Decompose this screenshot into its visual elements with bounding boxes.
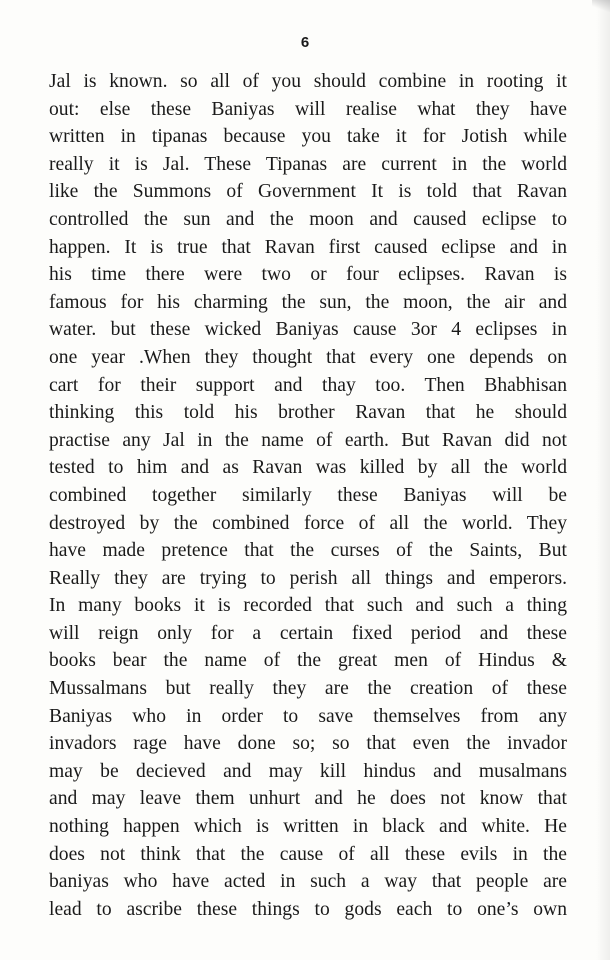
text-line: cart for their support and thay too. Then Bhabhisan: [49, 374, 567, 396]
text-line: water. but these wicked Baniyas cause 3or 4 eclipses in: [49, 319, 567, 341]
text-line: will reign only for a certain fixed period and these: [49, 622, 567, 644]
text-line: Really they are trying to perish all things and emperors.: [49, 567, 567, 589]
text-line: famous for his charming the sun, the moon, the air and: [49, 291, 567, 313]
text-line: invadors rage have done so; so that even the invador: [49, 733, 567, 755]
text-line: really it is Jal. These Tipanas are current in the world: [49, 153, 567, 175]
text-line: does not think that the cause of all these evils in the: [49, 843, 567, 865]
text-line: Baniyas who in order to save themselves from any: [49, 705, 567, 727]
text-line: out: else these Baniyas will realise what they have: [49, 98, 567, 120]
page-corner-fold: [592, 0, 610, 12]
text-line: practise any Jal in the name of earth. But Ravan did not: [49, 429, 567, 451]
text-line: controlled the sun and the moon and caused eclipse to: [49, 208, 567, 230]
text-line: In many books it is recorded that such and such a thing: [49, 595, 567, 617]
page-edge-shadow: [596, 0, 610, 960]
text-line: destroyed by the combined force of all the world. They: [49, 512, 567, 534]
page-number: 6: [300, 34, 310, 51]
text-line: like the Summons of Government It is told that Ravan: [49, 181, 567, 203]
text-line: thinking this told his brother Ravan that he should: [49, 402, 567, 424]
text-line: and may leave them unhurt and he does not know that: [49, 788, 567, 810]
text-line: his time there were two or four eclipses. Ravan is: [49, 264, 567, 286]
text-line: baniyas who have acted in such a way that people are: [49, 871, 567, 893]
text-line: may be decieved and may kill hindus and musalmans: [49, 760, 567, 782]
text-line: Mussalmans but really they are the creation of these: [49, 678, 567, 700]
text-line: tested to him and as Ravan was killed by all the world: [49, 457, 567, 479]
text-line: nothing happen which is written in black and white. He: [49, 816, 567, 838]
text-line: lead to ascribe these things to gods each to one’s own: [49, 898, 567, 920]
text-line: Jal is known. so all of you should combine in rooting it: [49, 71, 567, 92]
text-line: have made pretence that the curses of the Saints, But: [49, 540, 567, 562]
text-line: happen. It is true that Ravan first caused eclipse and in: [49, 236, 567, 258]
text-line: books bear the name of the great men of Hindus &: [49, 650, 567, 672]
text-line: combined together similarly these Baniyas will be: [49, 484, 567, 506]
text-line: one year .When they thought that every one depends on: [49, 346, 567, 368]
body-text: [49, 68, 567, 923]
text-line: written in tipanas because you take it for Jotish while: [49, 126, 567, 148]
